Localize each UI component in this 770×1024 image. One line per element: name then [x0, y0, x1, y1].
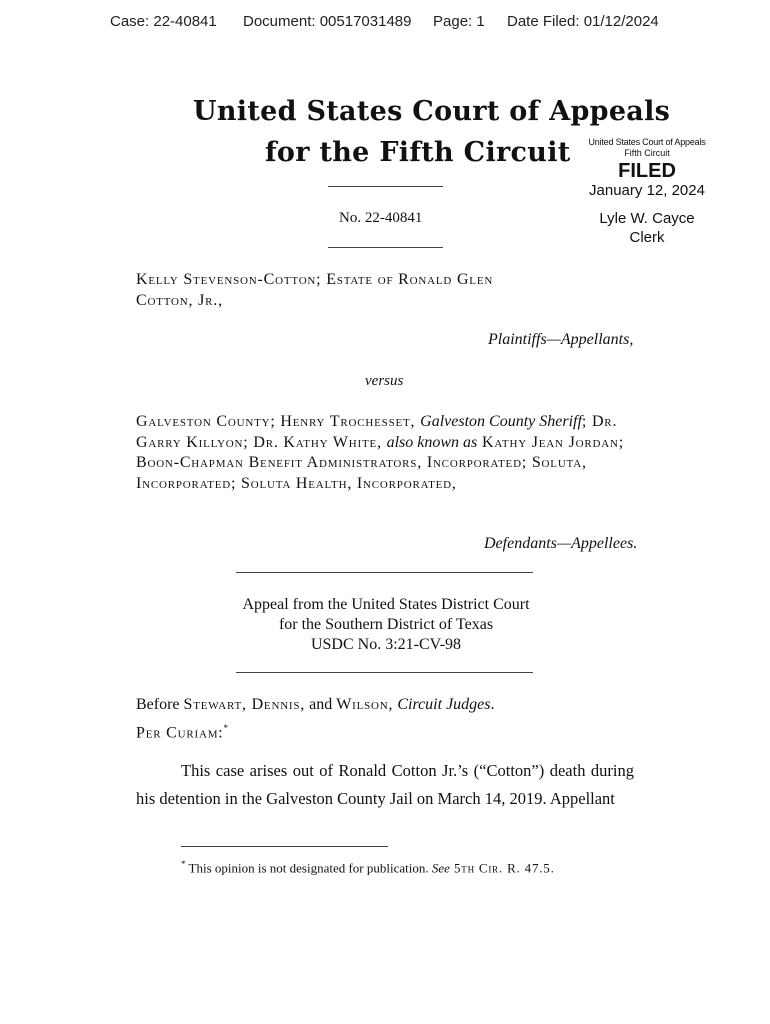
defendants-role: Defendants—Appellees. — [484, 535, 638, 552]
header-case-number: Case: 22-40841 — [110, 13, 217, 30]
panel-before: Before — [136, 696, 184, 713]
footnote-text: This opinion is not designated for publication. — [185, 860, 432, 876]
court-subtitle: for the Fifth Circuit — [265, 137, 571, 168]
divider — [328, 186, 443, 187]
panel-and: and — [305, 696, 337, 713]
footnote-rule: 5th Cir. R. 47.5. — [449, 860, 555, 876]
defendants-part-2: ; Dr. Garry Killyon; Dr. Kathy White, — [136, 413, 618, 451]
versus: versus — [365, 373, 404, 389]
opinion-paragraph — [136, 757, 634, 813]
footnote-marker: * — [181, 859, 186, 869]
panel-judge-3: Wilson, — [336, 696, 394, 713]
footnote-divider — [181, 846, 388, 847]
footnote — [181, 859, 555, 876]
court-title: United States Court of Appeals — [193, 96, 671, 127]
footnote-see: See — [431, 860, 450, 876]
stamp-date: January 12, 2024 — [589, 182, 705, 199]
plaintiffs-line-2: Cotton, Jr., — [136, 291, 223, 309]
appeal-line-2: for the Southern District of Texas — [278, 616, 494, 633]
opinion-text: This case arises out of Ronald Cotton Jr.’s (“Cotton”) death during his detention in the Galveston County Jail on March 14, 2019. Appellant — [136, 761, 634, 808]
per-curiam — [136, 723, 228, 742]
footnote-marker[interactable]: * — [223, 723, 229, 733]
stamp-filed: FILED — [618, 160, 676, 182]
panel-judges: Stewart, Dennis, — [183, 696, 306, 713]
divider — [328, 247, 443, 248]
appeal-line-1: Appeal from the United States District Court — [242, 596, 530, 613]
panel-line — [136, 696, 495, 714]
header-document-number: Document: 00517031489 — [243, 13, 412, 30]
header-date-filed: Date Filed: 01/12/2024 — [507, 13, 659, 30]
panel-title: Circuit Judges — [397, 696, 491, 713]
plaintiffs-role: Plaintiffs—Appellants, — [488, 331, 634, 348]
defendants-part-1: Galveston County; Henry Trochesset, — [136, 413, 421, 430]
divider — [236, 672, 533, 673]
case-number: No. 22-40841 — [339, 210, 423, 226]
stamp-court: United States Court of Appeals — [588, 137, 706, 147]
header-page-number: Page: 1 — [433, 13, 485, 30]
divider — [236, 572, 533, 573]
plaintiffs-names — [136, 270, 636, 311]
defendants-part-3: Kathy Jean Jordan; Boon-Chapman Benefit Administrators, Incorporated; Soluta, Incorporated; Soluta Health, Incorporated, — [136, 433, 624, 492]
defendants-italic-1: Galveston County Sheriff — [420, 413, 582, 430]
defendants-names — [136, 412, 636, 494]
defendants-italic-2: also known as — [386, 433, 478, 451]
per-curiam-label: Per Curiam: — [136, 724, 224, 742]
stamp-circuit: Fifth Circuit — [624, 148, 670, 158]
stamp-clerk-title: Clerk — [629, 229, 665, 246]
plaintiffs-line-1: Kelly Stevenson-Cotton; Estate of Ronald Glen — [136, 271, 494, 288]
panel-end: . — [490, 696, 495, 713]
stamp-clerk-name: Lyle W. Cayce — [599, 210, 695, 227]
appeal-line-3: USDC No. 3:21-CV-98 — [310, 636, 462, 653]
